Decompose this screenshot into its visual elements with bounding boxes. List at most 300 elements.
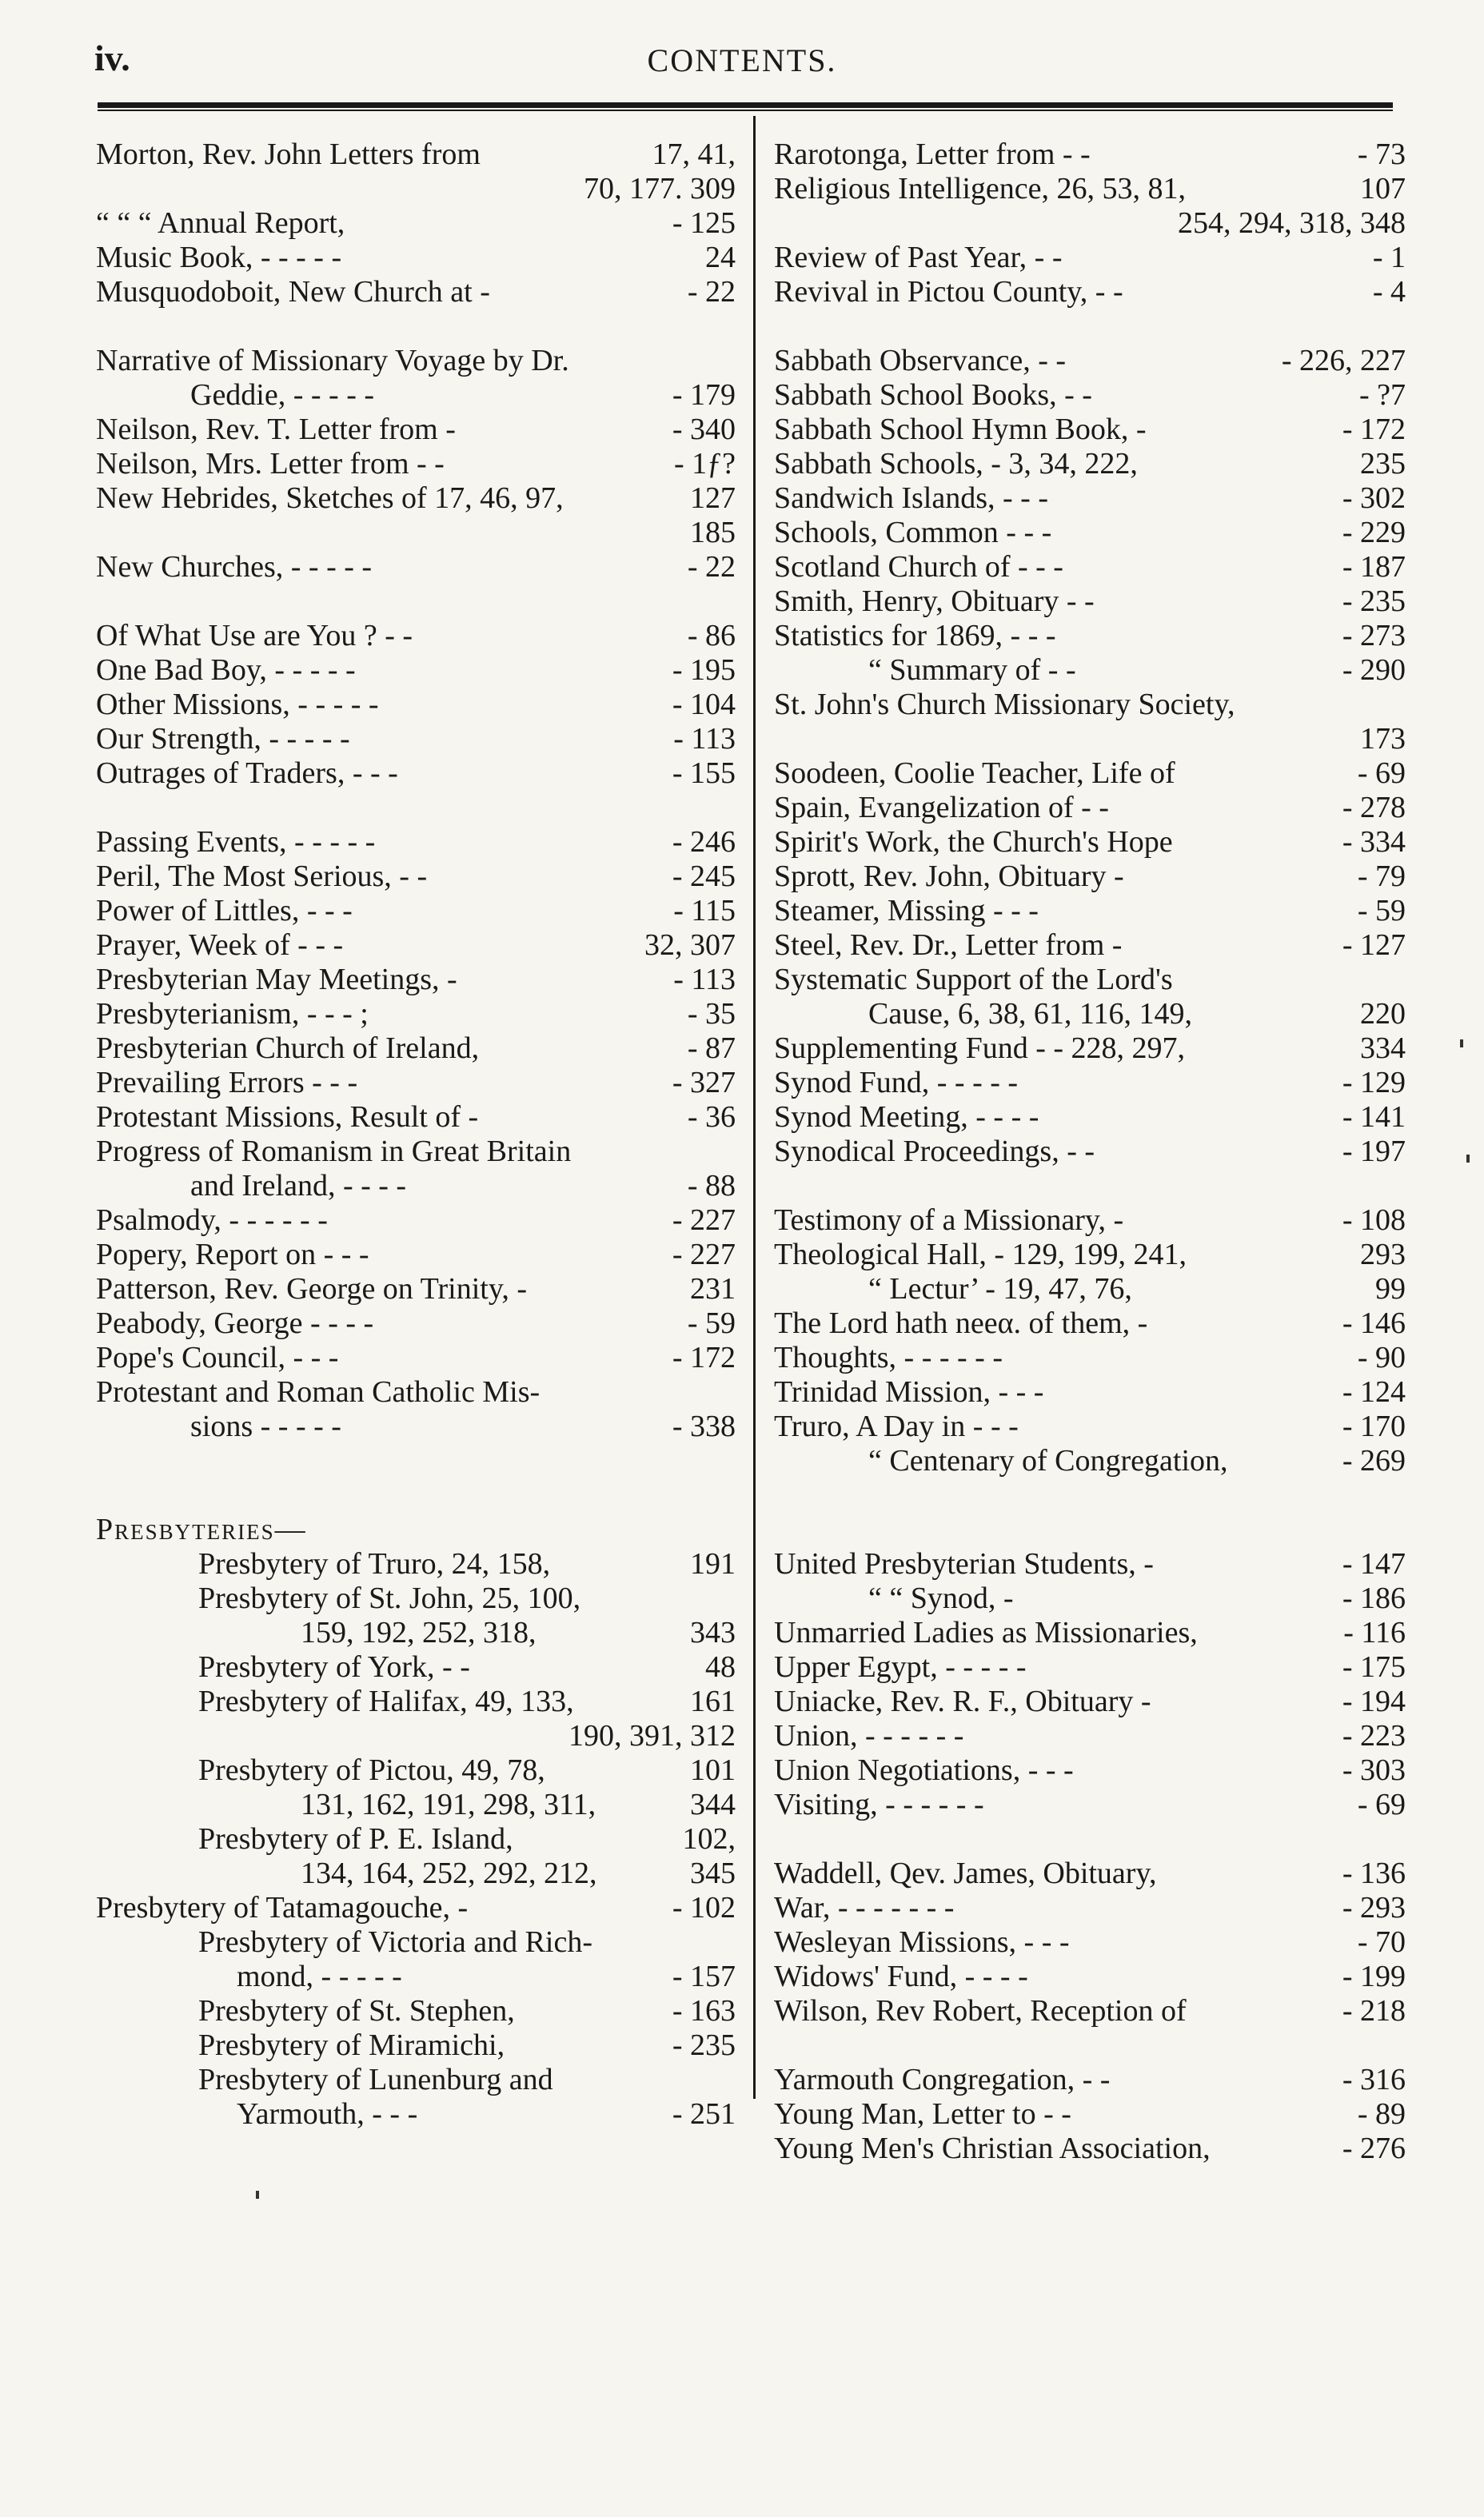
entry-pages: - 157 xyxy=(672,1960,736,1993)
index-entry xyxy=(774,825,1406,860)
entry-pages: - 227 xyxy=(672,1238,736,1271)
entry-pages: 344 xyxy=(690,1788,736,1821)
entry-pages: - 245 xyxy=(672,860,736,893)
index-entry xyxy=(774,653,1406,688)
entry-title: The Lord hath neeα. of them, - xyxy=(774,1306,1148,1340)
entry-title: Presbytery of St. John, 25, 100, xyxy=(198,1582,581,1615)
entry-pages: - 108 xyxy=(1342,1203,1406,1237)
entry-pages: - 235 xyxy=(1342,584,1406,618)
entry-title: Presbytery of Halifax, 49, 133, xyxy=(198,1685,574,1718)
entry-title: New Hebrides, Sketches of 17, 46, 97, xyxy=(96,481,564,515)
entry-title: Wesleyan Missions, - - - xyxy=(774,1925,1070,1959)
index-column-left xyxy=(96,138,736,2132)
index-entry xyxy=(96,619,736,653)
entry-pages: 107 xyxy=(1360,172,1406,205)
index-entry xyxy=(96,378,736,413)
index-entry xyxy=(96,481,736,516)
index-entry xyxy=(96,1169,736,1203)
index-entry xyxy=(96,928,736,963)
entry-pages: - 146 xyxy=(1342,1306,1406,1340)
entry-title: Review of Past Year, - - xyxy=(774,241,1063,274)
margin-speck xyxy=(1460,1039,1463,1047)
entry-pages: 161 xyxy=(690,1685,736,1718)
entry-pages: - ?7 xyxy=(1358,378,1406,412)
entry-pages: 32, 307 xyxy=(644,928,736,962)
index-entry xyxy=(774,516,1406,550)
entry-title: Power of Littles, - - - xyxy=(96,894,353,927)
entry-title: Trinidad Mission, - - - xyxy=(774,1375,1044,1409)
entry-pages: - 4 xyxy=(1372,275,1406,309)
entry-title: Truro, A Day in - - - xyxy=(774,1410,1019,1443)
entry-pages: - 316 xyxy=(1342,2063,1406,2096)
entry-title: Steamer, Missing - - - xyxy=(774,894,1039,927)
entry-title: Sandwich Islands, - - - xyxy=(774,481,1048,515)
entry-title: Theological Hall, - 129, 199, 241, xyxy=(774,1238,1187,1271)
index-entry xyxy=(774,1582,1406,1616)
entry-pages: - 104 xyxy=(672,688,736,721)
entry-pages: - 334 xyxy=(1342,825,1406,859)
index-entry xyxy=(774,1994,1406,2028)
entry-title: Presbytery of Victoria and Rich- xyxy=(198,1925,592,1959)
entry-title: Sabbath Schools, - 3, 34, 222, xyxy=(774,447,1138,481)
entry-pages: - 170 xyxy=(1342,1410,1406,1443)
entry-title: Young Men's Christian Association, xyxy=(774,2132,1211,2165)
entry-title: Prayer, Week of - - - xyxy=(96,928,344,962)
index-entry xyxy=(774,1685,1406,1719)
index-entry xyxy=(96,1822,736,1857)
section-gap xyxy=(774,1169,1406,1203)
index-entry xyxy=(96,653,736,688)
entry-title: Synod Fund, - - - - - xyxy=(774,1066,1019,1099)
margin-speck xyxy=(1466,1155,1470,1163)
index-entry xyxy=(96,1066,736,1100)
index-entry xyxy=(96,1031,736,1066)
column-divider xyxy=(753,116,756,2099)
entry-pages: - 186 xyxy=(1342,1582,1406,1615)
entry-title: Yarmouth Congregation, - - xyxy=(774,2063,1111,2096)
entry-pages: - 59 xyxy=(687,1306,736,1340)
entry-title: Popery, Report on - - - xyxy=(96,1238,369,1271)
index-entry xyxy=(774,1547,1406,1582)
index-entry xyxy=(96,894,736,928)
entry-pages: - 269 xyxy=(1342,1444,1406,1478)
entry-title: 131, 162, 191, 298, 311, xyxy=(301,1788,596,1821)
entry-pages: - 235 xyxy=(672,2028,736,2062)
index-entry xyxy=(96,206,736,241)
entry-title: Presbyterian Church of Ireland, xyxy=(96,1031,480,1065)
index-entry xyxy=(774,1306,1406,1341)
entry-pages: - 187 xyxy=(1342,550,1406,584)
entry-title: Presbytery of Pictou, 49, 78, xyxy=(198,1753,545,1787)
index-entry xyxy=(96,1375,736,1410)
entry-title: Outrages of Traders, - - - xyxy=(96,756,398,790)
index-entry xyxy=(774,1960,1406,1994)
section-gap xyxy=(774,1478,1406,1547)
entry-title: Patterson, Rev. George on Trinity, - xyxy=(96,1272,528,1306)
index-entry xyxy=(774,1753,1406,1788)
entry-pages: 254, 294, 318, 348 xyxy=(1178,206,1406,240)
margin-speck xyxy=(256,2191,259,2199)
entry-title: Sabbath School Hymn Book, - xyxy=(774,413,1147,446)
index-column-right xyxy=(774,138,1406,2166)
entry-title: Musquodoboit, New Church at - xyxy=(96,275,490,309)
entry-pages: - 197 xyxy=(1342,1135,1406,1168)
entry-pages: - 290 xyxy=(1342,653,1406,687)
entry-pages: - 113 xyxy=(673,722,736,756)
index-entry xyxy=(96,1410,736,1444)
entry-pages: 102, xyxy=(682,1822,736,1856)
index-entry xyxy=(774,1719,1406,1753)
index-entry xyxy=(96,241,736,275)
entry-title: Presbyteries— xyxy=(96,1513,307,1546)
index-entry xyxy=(96,138,736,172)
entry-pages: - 136 xyxy=(1342,1857,1406,1890)
entry-pages: - 147 xyxy=(1342,1547,1406,1581)
entry-pages: - 340 xyxy=(672,413,736,446)
index-entry xyxy=(96,1513,736,1547)
entry-title: Visiting, - - - - - - xyxy=(774,1788,984,1821)
index-entry xyxy=(774,447,1406,481)
index-entry xyxy=(774,860,1406,894)
section-gap xyxy=(774,2028,1406,2063)
entry-title: Thoughts, - - - - - - xyxy=(774,1341,1003,1374)
entry-title: Sprott, Rev. John, Obituary - xyxy=(774,860,1124,893)
entry-title: Peril, The Most Serious, - - xyxy=(96,860,428,893)
entry-title: Presbytery of P. E. Island, xyxy=(198,1822,513,1856)
entry-title: War, - - - - - - - xyxy=(774,1891,955,1925)
entry-title: Uniacke, Rev. R. F., Obituary - xyxy=(774,1685,1151,1718)
entry-title: Music Book, - - - - - xyxy=(96,241,342,274)
index-entry xyxy=(774,275,1406,309)
index-entry xyxy=(96,550,736,584)
entry-title: Pope's Council, - - - xyxy=(96,1341,339,1374)
entry-title: Peabody, George - - - - xyxy=(96,1306,374,1340)
entry-pages: 24 xyxy=(705,241,736,274)
entry-pages: 173 xyxy=(1360,722,1406,756)
entry-title: Geddie, - - - - - xyxy=(190,378,375,412)
entry-pages: - 79 xyxy=(1357,860,1406,893)
header-rule-thin xyxy=(98,110,1393,111)
entry-pages: 190, 391, 312 xyxy=(568,1719,736,1753)
index-entry xyxy=(774,1891,1406,1925)
entry-pages: - 36 xyxy=(687,1100,736,1134)
index-entry xyxy=(774,791,1406,825)
index-entry xyxy=(774,378,1406,413)
index-entry xyxy=(96,1203,736,1238)
index-entry xyxy=(774,1238,1406,1272)
entry-pages: - 70 xyxy=(1357,1925,1406,1959)
index-entry xyxy=(96,2063,736,2097)
entry-pages: 48 xyxy=(705,1650,736,1684)
index-entry xyxy=(96,722,736,756)
index-entry xyxy=(774,138,1406,172)
entry-pages: - 163 xyxy=(672,1994,736,2028)
index-entry xyxy=(774,1444,1406,1478)
index-entry xyxy=(96,1994,736,2028)
entry-title: Upper Egypt, - - - - - xyxy=(774,1650,1027,1684)
entry-title: mond, - - - - - xyxy=(237,1960,402,1993)
index-entry xyxy=(774,1272,1406,1306)
index-entry xyxy=(96,1753,736,1788)
entry-pages: - 115 xyxy=(673,894,736,927)
index-entry xyxy=(96,756,736,791)
index-entry xyxy=(96,447,736,481)
entry-pages: - 172 xyxy=(1342,413,1406,446)
index-entry xyxy=(96,1238,736,1272)
entry-title: Systematic Support of the Lord's xyxy=(774,963,1173,996)
index-entry xyxy=(96,1719,736,1753)
entry-title: Presbyterianism, - - - ; xyxy=(96,997,369,1031)
entry-pages: 345 xyxy=(690,1857,736,1890)
index-entry xyxy=(774,413,1406,447)
entry-pages: 17, 41, xyxy=(652,138,736,171)
entry-pages: - 218 xyxy=(1342,1994,1406,2028)
entry-pages: - 89 xyxy=(1357,2097,1406,2131)
index-entry xyxy=(96,1891,736,1925)
entry-pages: - 223 xyxy=(1342,1719,1406,1753)
entry-pages: - 338 xyxy=(672,1410,736,1443)
entry-pages: - 59 xyxy=(1357,894,1406,927)
entry-pages: - 88 xyxy=(687,1169,736,1203)
page-number: iv. xyxy=(94,38,130,78)
entry-title: Morton, Rev. John Letters from xyxy=(96,138,481,171)
section-gap xyxy=(774,1822,1406,1857)
index-entry xyxy=(774,997,1406,1031)
entry-pages: 220 xyxy=(1360,997,1406,1031)
entry-pages: - 129 xyxy=(1342,1066,1406,1099)
index-entry xyxy=(774,1616,1406,1650)
header-rule xyxy=(98,102,1393,108)
index-entry xyxy=(774,550,1406,584)
entry-title: Soodeen, Coolie Teacher, Life of xyxy=(774,756,1175,790)
entry-title: Protestant Missions, Result of - xyxy=(96,1100,479,1134)
index-entry xyxy=(96,1925,736,1960)
entry-pages: - 246 xyxy=(672,825,736,859)
index-entry xyxy=(774,1100,1406,1135)
index-entry xyxy=(96,2097,736,2132)
entry-pages: - 194 xyxy=(1342,1685,1406,1718)
entry-pages: - 69 xyxy=(1357,1788,1406,1821)
entry-title: Religious Intelligence, 26, 53, 81, xyxy=(774,172,1187,205)
entry-title: Protestant and Roman Catholic Mis- xyxy=(96,1375,541,1409)
entry-title: Sabbath School Books, - - xyxy=(774,378,1092,412)
entry-pages: - 227 xyxy=(672,1203,736,1237)
index-entry xyxy=(774,241,1406,275)
entry-pages: - 278 xyxy=(1342,791,1406,824)
entry-pages: 70, 177. 309 xyxy=(584,172,736,205)
entry-pages: - 293 xyxy=(1342,1891,1406,1925)
entry-pages: - 69 xyxy=(1357,756,1406,790)
entry-pages: 127 xyxy=(690,481,736,515)
entry-title: Presbytery of Tatamagouche, - xyxy=(96,1891,469,1925)
section-gap xyxy=(96,584,736,619)
index-entry xyxy=(774,2132,1406,2166)
entry-title: Presbytery of York, - - xyxy=(198,1650,470,1684)
entry-title: Of What Use are You ? - - xyxy=(96,619,413,652)
index-entry xyxy=(774,1341,1406,1375)
index-entry xyxy=(96,1857,736,1891)
entry-pages: - 127 xyxy=(1342,928,1406,962)
entry-title: Our Strength, - - - - - xyxy=(96,722,350,756)
entry-title: Smith, Henry, Obituary - - xyxy=(774,584,1095,618)
entry-title: Rarotonga, Letter from - - xyxy=(774,138,1091,171)
section-gap xyxy=(96,791,736,825)
index-entry xyxy=(774,1410,1406,1444)
index-entry xyxy=(774,1135,1406,1169)
entry-title: Spirit's Work, the Church's Hope xyxy=(774,825,1173,859)
entry-pages: - 73 xyxy=(1357,138,1406,171)
index-entry xyxy=(774,619,1406,653)
entry-pages: - 90 xyxy=(1357,1341,1406,1374)
entry-pages: 235 xyxy=(1360,447,1406,481)
entry-title: Presbyterian May Meetings, - xyxy=(96,963,457,996)
entry-title: Presbytery of Truro, 24, 158, xyxy=(198,1547,551,1581)
index-entry xyxy=(774,894,1406,928)
entry-title: “ Lectur’ - 19, 47, 76, xyxy=(868,1272,1132,1306)
entry-title: 159, 192, 252, 318, xyxy=(301,1616,537,1649)
entry-pages: - 116 xyxy=(1343,1616,1406,1649)
index-entry xyxy=(774,1788,1406,1822)
entry-pages: - 141 xyxy=(1342,1100,1406,1134)
entry-title: and Ireland, - - - - xyxy=(190,1169,407,1203)
entry-pages: - 124 xyxy=(1342,1375,1406,1409)
entry-title: Schools, Common - - - xyxy=(774,516,1052,549)
entry-pages: - 175 xyxy=(1342,1650,1406,1684)
index-entry xyxy=(774,963,1406,997)
entry-pages: - 1ƒ? xyxy=(673,447,736,481)
entry-title: Prevailing Errors - - - xyxy=(96,1066,358,1099)
index-entry xyxy=(96,1135,736,1169)
index-entry xyxy=(96,1788,736,1822)
index-entry xyxy=(774,2097,1406,2132)
entry-title: Presbytery of Lunenburg and xyxy=(198,2063,553,2096)
entry-pages: - 199 xyxy=(1342,1960,1406,1993)
index-entry xyxy=(774,722,1406,756)
index-entry xyxy=(96,1650,736,1685)
index-entry xyxy=(96,1100,736,1135)
index-entry xyxy=(96,1272,736,1306)
entry-title: Unmarried Ladies as Missionaries, xyxy=(774,1616,1198,1649)
entry-pages: - 195 xyxy=(672,653,736,687)
index-entry xyxy=(96,825,736,860)
entry-title: Widows' Fund, - - - - xyxy=(774,1960,1028,1993)
entry-title: Young Man, Letter to - - xyxy=(774,2097,1071,2131)
index-entry xyxy=(774,756,1406,791)
entry-pages: 343 xyxy=(690,1616,736,1649)
entry-pages: 334 xyxy=(1360,1031,1406,1065)
index-entry xyxy=(96,1616,736,1650)
entry-pages: 185 xyxy=(690,516,736,549)
index-entry xyxy=(96,1547,736,1582)
section-gap xyxy=(96,1444,736,1513)
entry-pages: - 303 xyxy=(1342,1753,1406,1787)
entry-pages: - 172 xyxy=(672,1341,736,1374)
index-entry xyxy=(774,1857,1406,1891)
entry-pages: 99 xyxy=(1375,1272,1406,1306)
entry-pages: 101 xyxy=(690,1753,736,1787)
entry-title: Steel, Rev. Dr., Letter from - xyxy=(774,928,1123,962)
entry-title: Progress of Romanism in Great Britain xyxy=(96,1135,572,1168)
entry-title: Supplementing Fund - - 228, 297, xyxy=(774,1031,1186,1065)
entry-title: Psalmody, - - - - - - xyxy=(96,1203,328,1237)
entry-pages: - 273 xyxy=(1342,619,1406,652)
entry-title: Union Negotiations, - - - xyxy=(774,1753,1074,1787)
index-entry xyxy=(774,344,1406,378)
entry-pages: - 302 xyxy=(1342,481,1406,515)
index-entry xyxy=(96,963,736,997)
entry-title: Testimony of a Missionary, - xyxy=(774,1203,1124,1237)
entry-title: St. John's Church Missionary Society, xyxy=(774,688,1235,721)
entry-pages: - 1 xyxy=(1372,241,1406,274)
entry-title: “ “ “ Annual Report, xyxy=(96,206,345,240)
entry-pages: - 22 xyxy=(687,275,736,309)
index-entry xyxy=(96,172,736,206)
index-entry xyxy=(774,1375,1406,1410)
entry-pages: - 276 xyxy=(1342,2132,1406,2165)
entry-title: United Presbyterian Students, - xyxy=(774,1547,1154,1581)
entry-title: Presbytery of St. Stephen, xyxy=(198,1994,515,2028)
entry-title: Synod Meeting, - - - - xyxy=(774,1100,1039,1134)
entry-title: 134, 164, 252, 292, 212, xyxy=(301,1857,597,1890)
entry-pages: - 125 xyxy=(672,206,736,240)
entry-title: Scotland Church of - - - xyxy=(774,550,1063,584)
entry-title: Neilson, Rev. T. Letter from - xyxy=(96,413,456,446)
index-entry xyxy=(96,1306,736,1341)
entry-pages: 191 xyxy=(690,1547,736,1581)
entry-title: Spain, Evangelization of - - xyxy=(774,791,1109,824)
entry-title: New Churches, - - - - - xyxy=(96,550,373,584)
index-entry xyxy=(774,172,1406,206)
entry-pages: - 102 xyxy=(672,1891,736,1925)
entry-title: Yarmouth, - - - xyxy=(237,2097,418,2131)
entry-title: Statistics for 1869, - - - xyxy=(774,619,1056,652)
entry-pages: - 35 xyxy=(687,997,736,1031)
page-title: CONTENTS. xyxy=(647,42,837,78)
entry-pages: - 226, 227 xyxy=(1281,344,1406,377)
entry-pages: - 327 xyxy=(672,1066,736,1099)
entry-title: Cause, 6, 38, 61, 116, 149, xyxy=(868,997,1192,1031)
entry-title: Revival in Pictou County, - - xyxy=(774,275,1123,309)
index-entry xyxy=(774,928,1406,963)
index-entry xyxy=(774,1925,1406,1960)
entry-pages: 231 xyxy=(690,1272,736,1306)
entry-title: Synodical Proceedings, - - xyxy=(774,1135,1095,1168)
entry-pages: - 155 xyxy=(672,756,736,790)
index-entry xyxy=(774,481,1406,516)
entry-pages: - 87 xyxy=(687,1031,736,1065)
entry-pages: - 22 xyxy=(687,550,736,584)
entry-title: “ Summary of - - xyxy=(868,653,1076,687)
entry-title: Wilson, Rev Robert, Reception of xyxy=(774,1994,1187,2028)
index-entry xyxy=(96,275,736,309)
entry-pages: - 113 xyxy=(673,963,736,996)
section-gap xyxy=(774,309,1406,344)
entry-title: Passing Events, - - - - - xyxy=(96,825,376,859)
index-entry xyxy=(96,1341,736,1375)
index-entry xyxy=(96,1960,736,1994)
index-entry xyxy=(774,1031,1406,1066)
index-entry xyxy=(774,584,1406,619)
entry-title: “ “ Synod, - xyxy=(868,1582,1014,1615)
index-entry xyxy=(774,206,1406,241)
entry-title: “ Centenary of Congregation, xyxy=(868,1444,1228,1478)
entry-title: Union, - - - - - - xyxy=(774,1719,964,1753)
entry-title: sions - - - - - xyxy=(190,1410,341,1443)
index-entry xyxy=(96,997,736,1031)
index-entry xyxy=(774,1066,1406,1100)
index-entry xyxy=(96,344,736,378)
section-gap xyxy=(96,309,736,344)
